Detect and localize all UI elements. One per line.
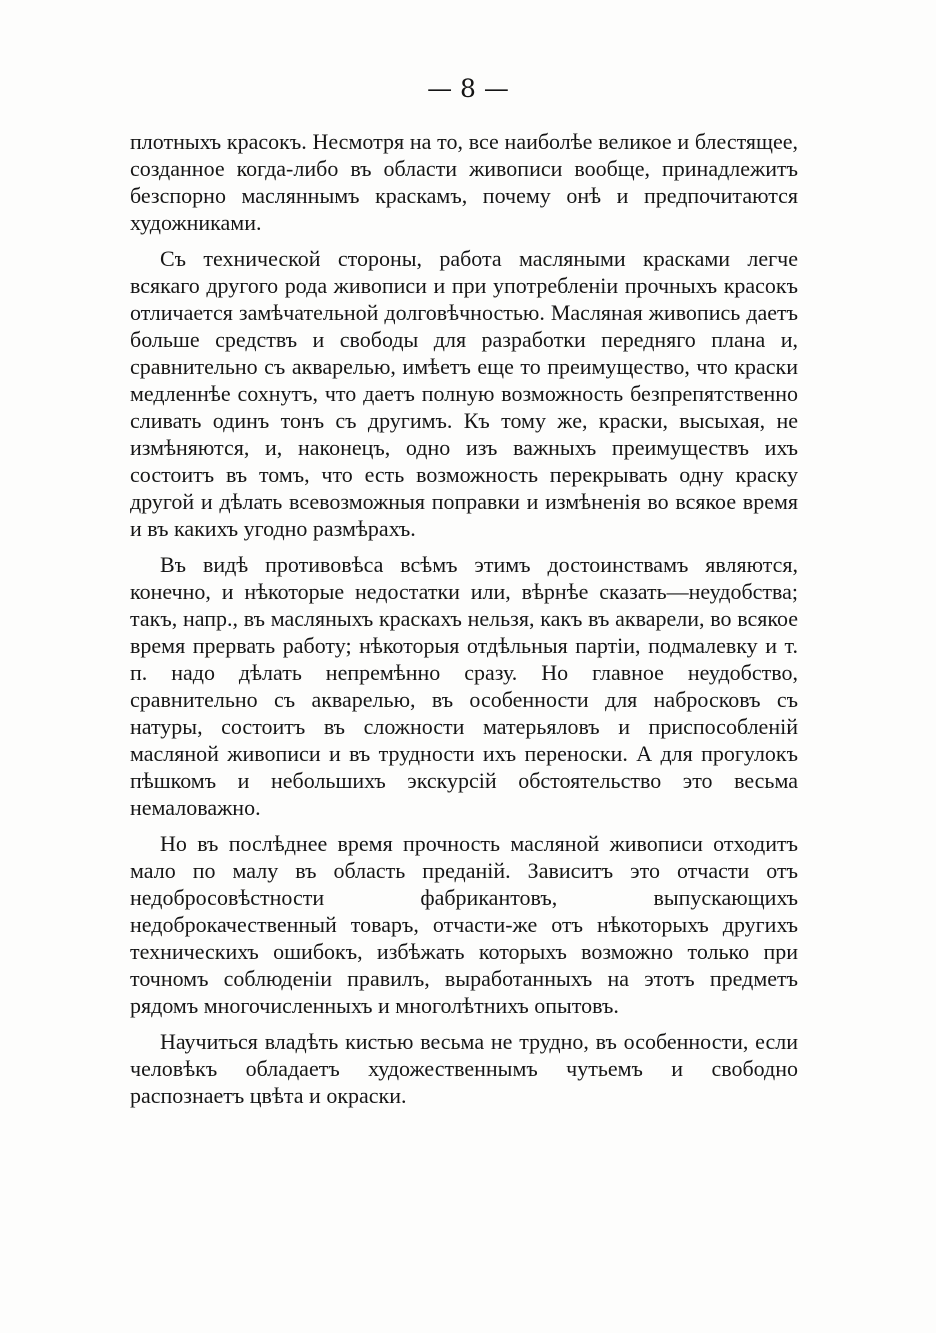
page-number: — 8 —: [427, 74, 509, 103]
paragraph-2: Съ технической стороны, работа масляными красками легче всякаго другого рода живописи и при употребленіи прочныхъ красокъ отличается замѣчательной долговѣчностью. Масляная живопись даетъ больше средствъ и свободы для разработки передняго плана и, сравнительно съ акварелью, имѣетъ еще то преимущество, что краски медленнѣе сохнутъ, что даетъ полную возможность безпрепятственно сливать одинъ тонъ съ другимъ. Къ тому же, краски, высыхая, не измѣняются, и, наконецъ, одно изъ важныхъ преимуществъ ихъ состоитъ въ томъ, что есть возможность перекрывать одну краску другой и дѣлать всевозможныя поправки и измѣненія во всякое время и въ какихъ угодно размѣрахъ.: [130, 246, 798, 541]
paragraph-3: Въ видѣ противовѣса всѣмъ этимъ достоинствамъ являются, конечно, и нѣкоторые недостатки или, вѣрнѣе сказать—неудобства; такъ, напр., въ масляныхъ краскахъ нельзя, какъ въ акварели, во всякое время прервать работу; нѣкоторыя отдѣльныя партіи, подмалевку и т. п. надо дѣлать непремѣнно сразу. Но главное неудобство, сравнительно съ акварелью, въ особенности для набросковъ съ натуры, состоитъ въ сложности матерьяловъ и приспособленій масляной живописи и въ трудности ихъ переноски. А для прогулокъ пѣшкомъ и небольшихъ экскурсій обстоятельство это весьма немаловажно.: [130, 552, 798, 820]
paragraph-1: плотныхъ красокъ. Несмотря на то, все наиболѣе великое и блестящее, созданное когда-либо въ области живописи вообще, принадлежитъ безспорно масляннымъ краскамъ, почему онѣ и предпочитаются художниками.: [130, 129, 798, 235]
body-text: [130, 128, 798, 1109]
paragraph-5: Научиться владѣть кистью весьма не трудно, въ особенности, если человѣкъ обладаетъ художественнымъ чутьемъ и свободно распознаетъ цвѣта и окраски.: [130, 1029, 798, 1108]
paragraph-4: Но въ послѣднее время прочность масляной живописи отходитъ мало по малу въ область преданій. Зависитъ это отчасти отъ недобросовѣстности фабрикантовъ, выпускающихъ недоброкачественный товаръ, отчасти-же отъ нѣкоторыхъ другихъ техническихъ ошибокъ, избѣжать которыхъ возможно только при точномъ соблюденіи правилъ, выработанныхъ на этотъ предметъ рядомъ многочисленныхъ и многолѣтнихъ опытовъ.: [130, 831, 798, 1018]
